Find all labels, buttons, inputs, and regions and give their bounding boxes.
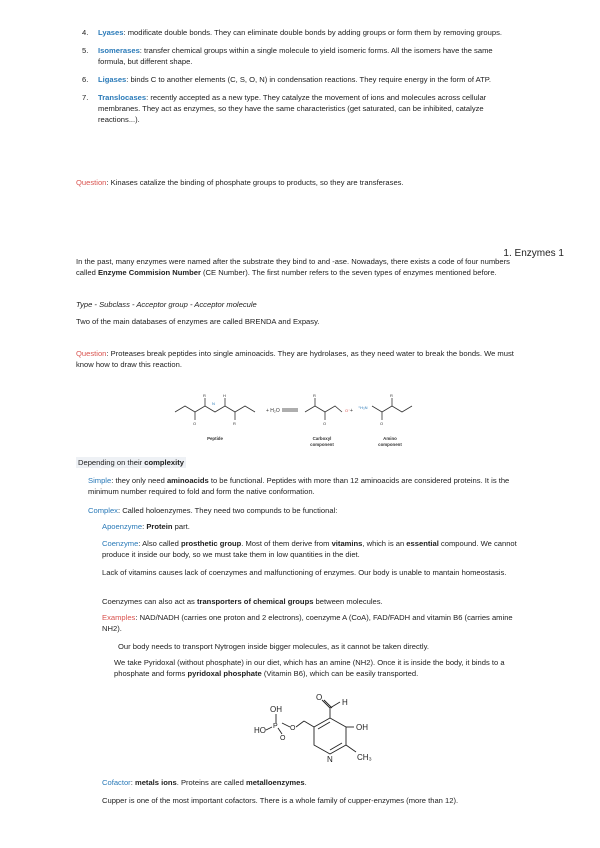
plus-sign: + [350, 408, 353, 414]
section-title: 1. Enzymes 1 [503, 248, 564, 259]
atom-label: H [223, 393, 226, 398]
coenzyme-paragraph: Coenzyme: Also called prosthetic group. Most of them derive from vitamins, which is an essential compound. We cannot produce it inside our body, so we must take them in low quantities in the diet. [102, 539, 517, 559]
databases-line: Two of the main databases of enzymes are called BRENDA and Expasy. [76, 317, 320, 326]
atom-label: O [380, 421, 384, 426]
peptide-caption: Peptide [207, 436, 223, 441]
list-item: 6. Ligases: binds C to another elements (C, S, O, N) in condensation reactions. They require energy in the form of ATP. [82, 75, 491, 84]
atom-label: N [327, 755, 333, 764]
hydrolysis-reaction-diagram [170, 392, 430, 454]
enzyme-class-list [82, 27, 505, 125]
complex-paragraph: Complex: Called holoenzymes. They need two compunds to be functional: [88, 506, 338, 515]
cupper-paragraph: Cupper is one of the most important cofactors. There is a whole family of cupper-enzymes (more than 12). [102, 796, 459, 805]
atom-label: H [342, 698, 348, 707]
atom-label: R [313, 393, 316, 398]
examples-paragraph: Examples: NAD/NADH (carries one proton and 2 electrons), coenzyme A (CoA), FAD/FADH and vitamin B6 (carries amine NH2). [102, 613, 513, 633]
water-label: + H₂O [266, 408, 280, 414]
carboxylate-label: O⁻ [345, 408, 351, 413]
complexity-heading: Depending on their complexity [78, 458, 184, 467]
cofactor-paragraph: Cofactor: metals ions. Proteins are called metalloenzymes. [102, 778, 307, 787]
atom-label: OH [356, 723, 368, 732]
transporters-paragraph: Coenzymes can also act as transporters of chemical groups between molecules. [102, 597, 383, 606]
pyridoxal-paragraph: We take Pyridoxal (without phosphate) in our diet, which has an amine (NH2). Once it is inside the body, it binds to a phosphate and forms pyridoxal phosphate (Vitamin B6), which can be easily transported. [114, 658, 505, 678]
atom-label: O [280, 735, 286, 742]
nitrogen-label: N [212, 401, 215, 406]
atom-label: R [203, 393, 206, 398]
list-item: 5. Isomerases: transfer chemical groups within a single molecule to yield isomeric forms. All the isomers have the same formula, but different shape. [82, 46, 493, 66]
atom-label: O [290, 725, 296, 732]
atom-label: OH [270, 705, 282, 714]
amino-caption-line1: Amino [383, 436, 397, 441]
question-kinases: Question: Kinases catalize the binding of phosphate groups to products, so they are transferases. [76, 178, 404, 187]
list-item: 4. Lyases: modificate double bonds. They can eliminate double bonds by adding groups or form them by removing groups. [82, 28, 502, 37]
intro-paragraph: In the past, many enzymes were named after the substrate they bind to and -ase. Nowadays, there exists a code of four numbers called Enzyme Commision Number (CE Number). The first number refers to the seven types of enzymes mentioned before. [76, 257, 510, 277]
amino-caption-line2: component [378, 442, 402, 447]
apoenzyme-paragraph: Apoenzyme: Protein part. [102, 522, 190, 531]
atom-label: R [233, 421, 236, 426]
atom-label: HO [254, 726, 266, 735]
list-item: 7. Translocases: recently accepted as a new type. They catalyze the movement of ions and molecules across cellular membranes. They act as enzymes, so they have the same characteristics (get saturated, can be inhibited, catalyze reactions...). [82, 93, 487, 124]
pyridoxal-phosphate-structure [250, 690, 380, 770]
simple-paragraph: Simple: they only need aminoacids to be functional. Peptides with more than 12 aminoacids are considered proteins. It is the minimum number required to fold and form the native conformation. [88, 476, 510, 496]
carboxyl-caption-line1: Carboxyl [312, 436, 332, 441]
carboxyl-caption-line2: component [310, 442, 334, 447]
lack-paragraph: Lack of vitamins causes lack of coenzymes and malfunctioning of enzymes. Our body is unable to mantain homeostasis. [102, 568, 507, 577]
atom-label: O [323, 421, 327, 426]
code-line: Type - Subclass - Acceptor group - Acceptor molecule [76, 300, 257, 309]
amino-group-label: ⁺H₃N [358, 405, 368, 410]
atom-label: CH₃ [357, 753, 372, 762]
atom-label: O [193, 421, 197, 426]
atom-label: R [390, 393, 393, 398]
body-needs-paragraph: Our body needs to transport Nytrogen inside bigger molecules, as it cannot be taken directly. [118, 642, 429, 651]
atom-label: P [273, 723, 278, 730]
question-proteases: Question: Proteases break peptides into single aminoacids. They are hydrolases, as they need water to break the bonds. We must know how to draw this reaction. [76, 349, 514, 369]
atom-label: O [316, 693, 323, 702]
